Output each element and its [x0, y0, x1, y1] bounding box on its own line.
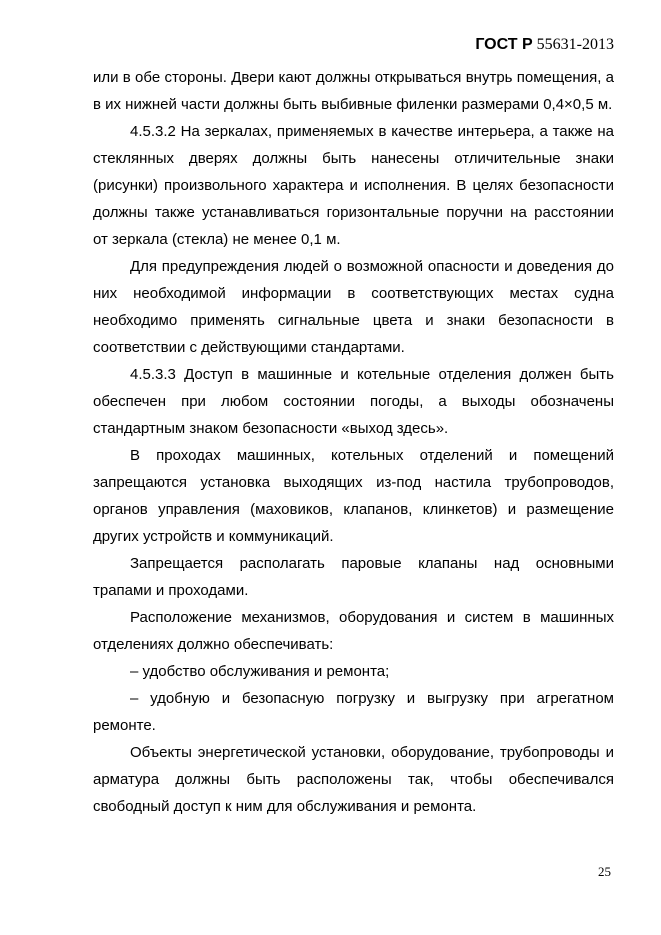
paragraph: 4.5.3.3 Доступ в машинные и котельные отделения должен быть обеспечен при любом состоянии погоды, а выходы обозначены стандартным знаком безопасности «выход здесь».: [93, 366, 614, 437]
paragraph: Для предупреждения людей о возможной опасности и доведения до них необходимой информации в соответствующих местах судна необходимо применять сигнальные цвета и знаки безопасности в соответствии с действующими стандартами.: [93, 258, 614, 356]
list-item: – удобную и безопасную погрузку и выгрузку при агрегатном ремонте.: [93, 690, 614, 734]
paragraph: Объекты энергетической установки, оборудование, трубопроводы и арматура должны быть расположены так, чтобы обеспечивался свободный доступ к ним для обслуживания и ремонта.: [93, 744, 614, 815]
paragraph: 4.5.3.2 На зеркалах, применяемых в качестве интерьера, а также на стеклянных дверях должны быть нанесены отличительные знаки (рисунки) произвольного характера и исполнения. В целях безопасности должны также устанавливаться горизонтальные поручни на расстоянии от зеркала (стекла) не менее 0,1 м.: [93, 123, 614, 248]
list-item: – удобство обслуживания и ремонта;: [130, 663, 390, 680]
page-number: 25: [598, 864, 611, 879]
page-header: [475, 36, 614, 54]
standard-number: 55631-2013: [536, 36, 614, 53]
document-body: [93, 64, 614, 820]
paragraph: или в обе стороны. Двери кают должны открываться внутрь помещения, а в их нижней части должны быть выбивные филенки размерами 0,4×0,5 м.: [93, 69, 614, 113]
paragraph: В проходах машинных, котельных отделений и помещений запрещаются установка выходящих из-под настила трубопроводов, органов управления (маховиков, клапанов, клинкетов) и размещение других устройств и коммуникаций.: [93, 447, 614, 545]
paragraph: Расположение механизмов, оборудования и систем в машинных отделениях должно обеспечивать:: [93, 609, 614, 653]
standard-prefix: ГОСТ Р: [475, 36, 533, 53]
paragraph: Запрещается располагать паровые клапаны над основными трапами и проходами.: [93, 555, 614, 599]
